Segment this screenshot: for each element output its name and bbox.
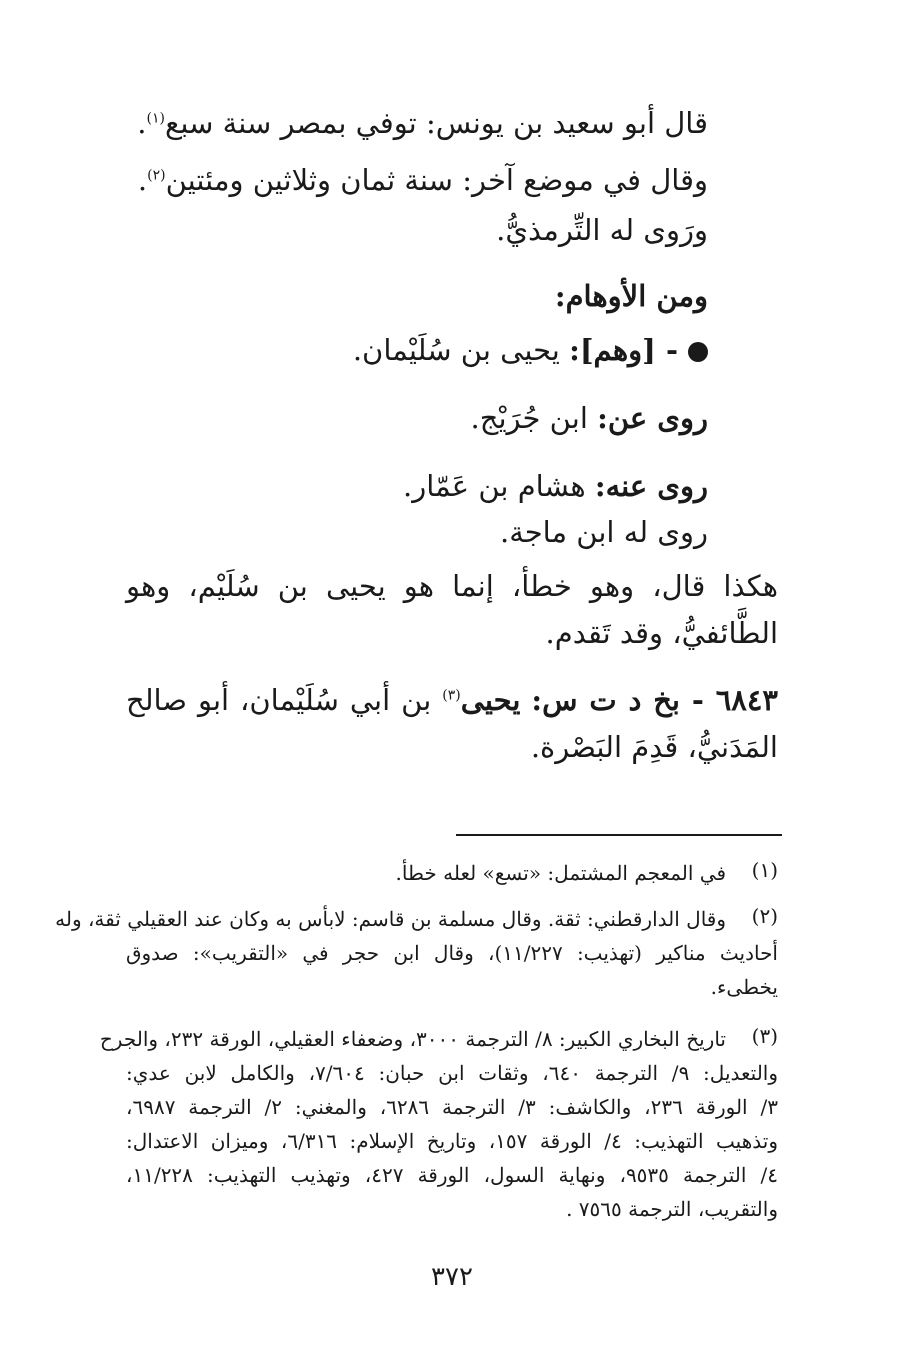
entry-name-yahya: يحيى: [460, 683, 521, 717]
footnote-number: (٢): [751, 904, 778, 928]
footnote-line: وتذهيب التهذيب: ٤/ الورقة ١٥٧، وتاريخ الإسلام: ٦/٣١٦، وميزان الاعتدال:: [126, 1129, 778, 1153]
footnote-line: يخطىء.: [710, 975, 778, 999]
footnote-line: تاريخ البخاري الكبير: ٨/ الترجمة ٣٠٠٠، وضعفاء العقيلي، الورقة ٢٣٢، والجرح: [99, 1027, 726, 1051]
text-line-2: [138, 160, 708, 200]
text-line-rawa-an: [471, 398, 708, 438]
bullet-icon: [688, 342, 708, 362]
entry-6843-line-2: المَدَنيُّ، قَدِمَ البَصْرة.: [530, 730, 778, 764]
footnote-line: ٤/ الترجمة ٩٥٣٥، ونهاية السول، الورقة ٤٢٧، وتهذيب التهذيب: ١١/٢٢٨،: [126, 1163, 778, 1187]
rawa-an-label: روى عن:: [597, 401, 708, 435]
page-number: ٣٧٢: [431, 1262, 473, 1292]
wahm-label: - [وهم]:: [569, 333, 678, 367]
footnote-divider: [456, 834, 782, 836]
footnote-number: (٣): [751, 1024, 778, 1048]
period: .: [137, 106, 147, 140]
text-line-3: ورَوى له التِّرمذيُّ.: [496, 213, 708, 247]
footnote-line: ٣/ الورقة ٢٣٦، والكاشف: ٣/ الترجمة ٦٢٨٦، والمغني: ٢/ الترجمة ٦٩٨٧،: [126, 1095, 778, 1119]
footnote-line: والتعديل: ٩/ الترجمة ٦٤٠، وثقات ابن حبان: ٧/٦٠٤، والكامل لابن عدي:: [126, 1061, 778, 1085]
footnote-line: وقال الدارقطني: ثقة. وقال مسلمة بن قاسم: لابأس به وكان عند العقيلي ثقة، وله: [55, 907, 726, 931]
other-place-text: وقال في موضع آخر: سنة ثمان وثلاثين ومئتين: [165, 163, 708, 197]
entry-name-rest: بن أبي سُلَيْمان، أبو صالح: [126, 683, 432, 717]
text-line-taifi: الطَّائفيُّ، وقد تَقدم.: [545, 616, 778, 650]
footnote-3: [99, 1024, 778, 1234]
wahm-name: يحيى بن سُلَيْمان.: [352, 333, 560, 367]
rawa-anhu-label: روى عنه:: [594, 469, 708, 503]
rawa-anhu-name: هشام بن عَمّار.: [402, 469, 586, 503]
footnote-ref-3: (٣): [442, 687, 461, 704]
entry-6843-line-1: [126, 680, 778, 720]
footnote-line: والتقريب، الترجمة ٧٥٦٥ .: [566, 1197, 778, 1221]
text-line-wahm: [353, 330, 708, 370]
rawa-an-name: ابن جُرَيْج.: [470, 401, 588, 435]
entry-number: ٦٨٤٣ - بخ د ت س:: [531, 683, 778, 717]
death-year-text: قال أبو سعيد بن يونس: توفي بمصر سنة سبع: [164, 106, 708, 140]
text-line-hakadha: هكذا قال، وهو خطأ، إنما هو يحيى بن سُلَيْم، وهو: [126, 569, 778, 603]
footnote-ref-1: (١): [146, 110, 165, 127]
text-line-ibn-majah: روى له ابن ماجة.: [499, 515, 708, 549]
section-heading-awham: ومن الأوهام:: [554, 279, 708, 313]
footnote-line: في المعجم المشتمل: «تسع» لعله خطأ.: [395, 861, 726, 885]
text-line-1: [137, 103, 708, 143]
footnote-line: أحاديث مناكير (تهذيب: ١١/٢٢٧)، وقال ابن حجر في «التقريب»: صدوق: [126, 941, 778, 965]
period: .: [137, 163, 148, 197]
footnote-ref-2: (٢): [147, 167, 166, 184]
footnote-number: (١): [751, 858, 778, 882]
text-line-rawa-anhu: [403, 466, 708, 506]
footnote-1: [126, 858, 778, 892]
footnote-2: [55, 904, 778, 1004]
